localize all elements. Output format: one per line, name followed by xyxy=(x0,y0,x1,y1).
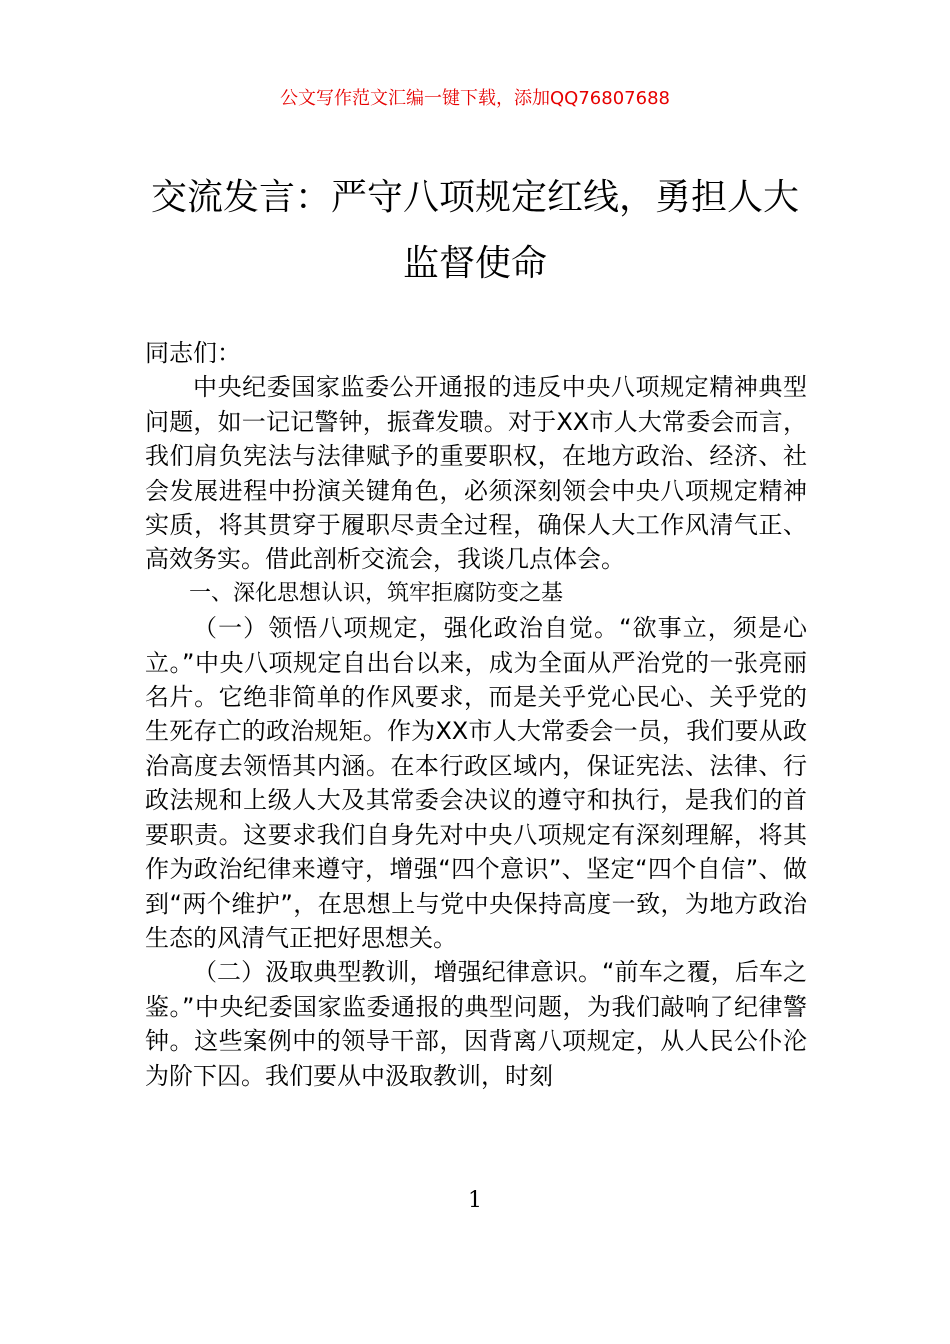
download-notice: 公文写作范文汇编一键下载，添加QQ76807688 xyxy=(280,88,670,109)
subsection-paragraph-2: （二）汲取典型教训，增强纪律意识。“前车之覆，后车之鉴。”中央纪委国家监委通报的典型问题，为我们敲响了纪律警钟。这些案例中的领导干部，因背离八项规定，从人民公仆沦为阶下囚。我们要从中汲取教训，时刻 xyxy=(145,958,807,1090)
document-title: 交流发言：严守八项规定红线，勇担人大监督使命 xyxy=(150,177,799,284)
section-heading-1: 一、深化思想认识，筑牢拒腐防变之基 xyxy=(189,580,564,606)
page-number: 1 xyxy=(468,1188,482,1213)
subsection-paragraph-1: （一）领悟八项规定，强化政治自觉。“欲事立，须是心立。”中央八项规定自出台以来，成为全面从严治党的一张亮丽名片。它绝非简单的作风要求，而是关乎党心民心、关乎党的生死存亡的政治规矩。作为XX市人大常委会一员，我们要从政治高度去领悟其内涵。在本行政区域内，保证宪法、法律、行政法规和上级人大及其常委会决议的遵守和执行，是我们的首要职责。这要求我们自身先对中央八项规定有深刻理解，将其作为政治纪律来遵守，增强“四个意识”、坚定“四个自信”、做到“两个维护”，在思想上与党中央保持高度一致，为地方政治生态的风清气正把好思想关。 xyxy=(145,614,807,952)
document-body xyxy=(145,336,807,1093)
intro-paragraph: 中央纪委国家监委公开通报的违反中央八项规定精神典型问题，如一记记警钟，振聋发聩。对于XX市人大常委会而言，我们肩负宪法与法律赋予的重要职权，在地方政治、经济、社会发展进程中扮演关键角色，必须深刻领会中央八项规定精神实质，将其贯穿于履职尽责全过程，确保人大工作风清气正、高效务实。借此剖析交流会，我谈几点体会。 xyxy=(145,373,807,574)
salutation: 同志们： xyxy=(145,339,241,367)
